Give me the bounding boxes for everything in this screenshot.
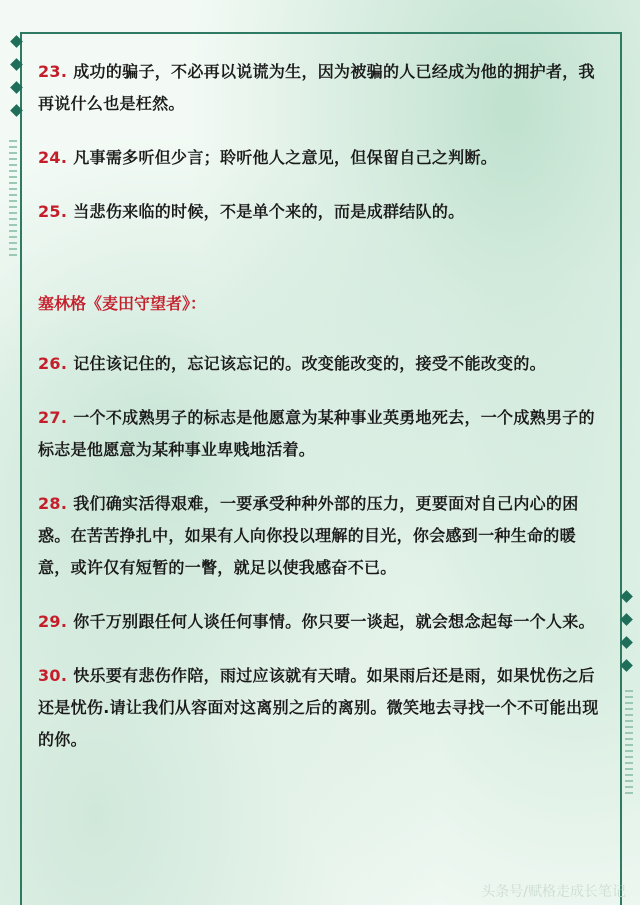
frame-top-border — [20, 32, 622, 34]
left-dash-ornament — [9, 140, 17, 256]
watermark: 头条号/赋格走成长笔记 — [481, 884, 626, 900]
diamond-icon — [10, 58, 23, 71]
diamond-icon — [620, 659, 633, 672]
quote-item — [38, 56, 608, 120]
quote-item — [38, 660, 608, 756]
quote-text: 凡事需多听但少言；聆听他人之意见，但保留自己之判断。 — [73, 148, 498, 167]
quote-text: 快乐要有悲伤作陪，雨过应该就有天晴。如果雨后还是雨，如果忧伤之后还是忧伤.请让我们从容面对这离别之后的离别。微笑地去寻找一个不可能出现的你。 — [38, 666, 599, 749]
left-diamond-ornament — [8, 30, 24, 122]
quote-number: 28. — [38, 494, 68, 513]
quote-number: 24. — [38, 148, 68, 167]
quote-list-bottom — [38, 348, 608, 778]
quote-item — [38, 348, 608, 380]
quote-list-top — [38, 56, 608, 250]
right-diamond-ornament — [618, 585, 634, 677]
quote-text: 记住该记住的，忘记该忘记的。改变能改变的，接受不能改变的。 — [73, 354, 546, 373]
quote-text: 成功的骗子，不必再以说谎为生，因为被骗的人已经成为他的拥护者，我再说什么也是枉然。 — [38, 62, 595, 113]
diamond-icon — [10, 104, 23, 117]
diamond-icon — [620, 636, 633, 649]
quote-text: 当悲伤来临的时候，不是单个来的，而是成群结队的。 — [73, 202, 465, 221]
diamond-icon — [10, 35, 23, 48]
frame-left-border — [20, 32, 22, 905]
quote-item — [38, 488, 608, 584]
quote-item — [38, 402, 608, 466]
quote-text: 你千万别跟任何人谈任何事情。你只要一谈起，就会想念起每一个人来。 — [73, 612, 595, 631]
quote-number: 30. — [38, 666, 68, 685]
section-title: 塞林格《麦田守望者》： — [38, 294, 207, 313]
quote-text: 我们确实活得艰难，一要承受种种外部的压力，更要面对自己内心的困惑。在苦苦挣扎中，如果有人向你投以理解的目光，你会感到一种生命的暖意，或许仅有短暂的一瞥，就足以使我感奋不已。 — [38, 494, 579, 577]
right-dash-ornament — [625, 690, 633, 794]
quote-item — [38, 142, 608, 174]
diamond-icon — [620, 590, 633, 603]
quote-number: 26. — [38, 354, 68, 373]
diamond-icon — [620, 613, 633, 626]
quote-number: 29. — [38, 612, 68, 631]
quote-number: 27. — [38, 408, 68, 427]
quote-item — [38, 606, 608, 638]
diamond-icon — [10, 81, 23, 94]
frame-right-border — [620, 32, 622, 905]
quote-number: 25. — [38, 202, 68, 221]
quote-item — [38, 196, 608, 228]
quote-text: 一个不成熟男子的标志是他愿意为某种事业英勇地死去，一个成熟男子的标志是他愿意为某种事业卑贱地活着。 — [38, 408, 595, 459]
quote-number: 23. — [38, 62, 68, 81]
